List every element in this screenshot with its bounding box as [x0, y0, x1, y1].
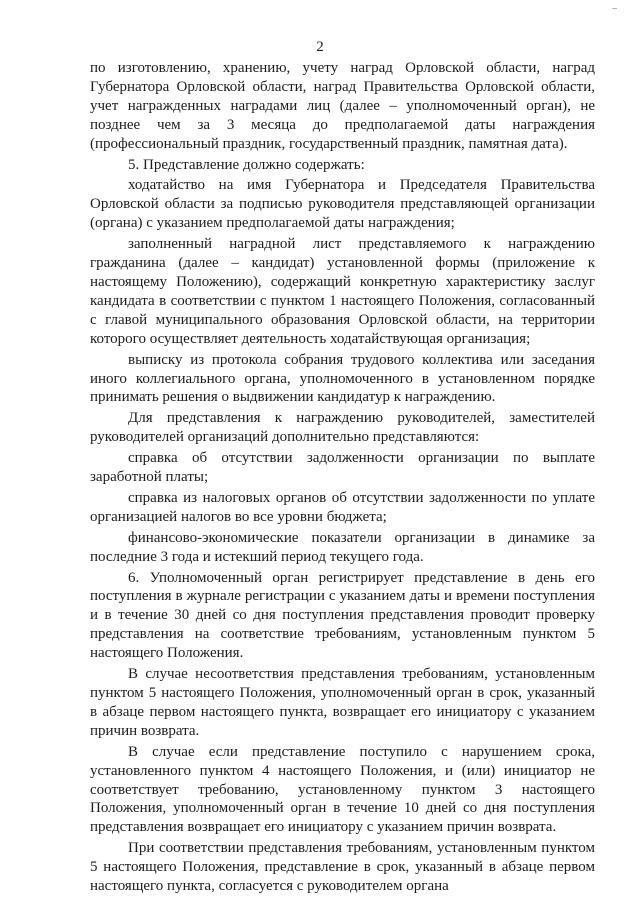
paragraph: выписку из протокола собрания трудового коллектива или заседания иного коллегиального органа, уполномоченного в установленном порядке принимать решения о выдвижении кандидатур к награждению. — [90, 351, 595, 406]
corner-mark: ∽ — [611, 4, 618, 13]
paragraph: 6. Уполномоченный орган регистрирует представление в день его поступления в журнале регистрации с указанием даты и времени поступления и в течение 30 дней со дня поступления представления проводит проверку представления на соответствие требованиям, установленным пунктом 5 настоящего Положения. — [90, 569, 595, 662]
paragraph: В случае несоответствия представления требованиям, установленным пунктом 5 настоящего Положения, уполномоченный орган в срок, указанный в абзаце первом настоящего пункта, возвращает его инициатору с указанием причин возврата. — [90, 666, 595, 739]
paragraph: справка об отсутствии задолженности организации по выплате заработной платы; — [90, 450, 595, 486]
paragraph: по изготовлению, хранению, учету наград Орловской области, наград Губернатора Орловской области, наград Правительства Орловской области, учет награжденных наградами лиц (далее – уполномоченный орган), не позднее чем за 3 месяца до предполагаемой даты награждения (профессиональный праздник, государственный праздник, памятная дата). — [90, 60, 595, 152]
paragraph: справка из налоговых органов об отсутствии задолженности по уплате организацией налогов во все уровни бюджета; — [90, 489, 595, 525]
paragraph: В случае если представление поступило с нарушением срока, установленного пунктом 4 настоящего Положения, и (или) инициатор не соответствует требованию, установленному пунктом 3 настоящего Положения, уполномоченный орган в течение 10 дней со дня поступления представления возвращает его инициатору с указанием причин возврата. — [90, 743, 595, 836]
page-number: 2 — [316, 39, 324, 55]
paragraph: ходатайство на имя Губернатора и Председателя Правительства Орловской области за подписью руководителя представляющей организации (органа) с указанием предполагаемой даты награждения; — [90, 177, 595, 232]
paragraph: Для представления к награждению руководителей, заместителей руководителей организаций дополнительно представляются: — [90, 410, 595, 446]
paragraph: При соответствии представления требованиям, установленным пунктом 5 настоящего Положения, представление в срок, указанный в абзаце первом настоящего пункта, согласуется с руководителем органа — [90, 840, 595, 895]
document-body — [90, 59, 595, 898]
paragraph: финансово-экономические показатели организации в динамике за последние 3 года и истекший период текущего года. — [90, 529, 595, 565]
paragraph: заполненный наградной лист представляемого к награждению гражданина (далее – кандидат) установленной формы (приложение к настоящему Положению), содержащий конкретную характеристику заслуг кандидата в соответствии с пунктом 1 настоящего Положения, согласованный с главой муниципального образования Орловской области, на территории которого осуществляет деятельность ходатайствующая организация; — [90, 236, 595, 347]
paragraph: 5. Представление должно содержать: — [128, 156, 365, 173]
